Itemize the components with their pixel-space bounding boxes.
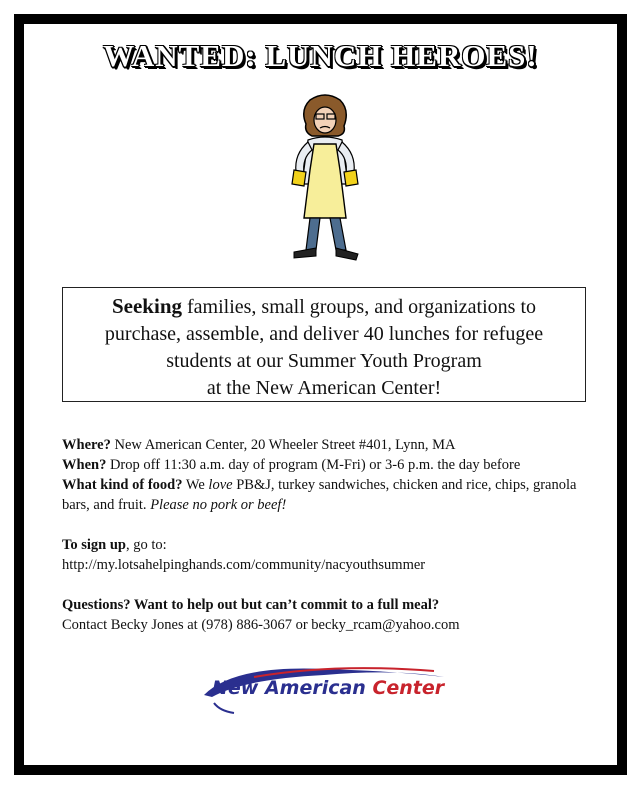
logo-text-blue: New American	[212, 677, 373, 699]
seeking-line-2: purchase, assemble, and deliver 40 lunches for refugee	[104, 323, 544, 345]
new-american-center-logo	[194, 657, 454, 717]
where-label: Where?	[62, 437, 111, 453]
seeking-bold-word: Seeking	[111, 294, 182, 318]
food-pre: We	[182, 477, 209, 493]
signup-text: , go to:	[125, 537, 167, 553]
flyer-frame	[14, 14, 627, 775]
questions-line	[62, 595, 602, 615]
when-text: Drop off 11:30 a.m. day of program (M-Fri) or 3-6 p.m. the day before	[106, 457, 521, 473]
signup-line	[62, 535, 602, 555]
where-line	[62, 435, 602, 455]
questions-label: Questions? Want to help out but can’t commit to a full meal?	[62, 597, 440, 613]
logo-text	[212, 677, 444, 699]
signup-url[interactable]: http://my.lotsahelpinghands.com/community/nacyouthsummer	[62, 557, 426, 573]
food-note: Please no pork or beef!	[150, 497, 287, 513]
when-label: When?	[62, 457, 107, 473]
food-text: PB&J, turkey sandwiches, chicken and rice, chips, granola bars, and fruit.	[62, 477, 577, 513]
seeking-line-1	[63, 293, 585, 321]
flyer-title: WANTED: LUNCH HEROES!	[103, 38, 538, 73]
contact-line: Contact Becky Jones at (978) 886-3067 or becky_rcam@yahoo.com	[62, 617, 460, 633]
signup-label: To sign up	[62, 537, 126, 553]
food-label: What kind of food?	[62, 477, 183, 493]
logo-text-red: Center	[372, 677, 445, 699]
where-text: New American Center, 20 Wheeler Street #401, Lynn, MA	[110, 437, 456, 453]
seeking-line-4: at the New American Center!	[206, 377, 442, 399]
seeking-line-1-text: families, small groups, and organizations to	[182, 296, 537, 318]
seeking-box	[62, 287, 586, 402]
when-line	[62, 455, 602, 475]
food-line	[62, 475, 602, 515]
food-love: love	[208, 477, 233, 493]
details-section	[62, 435, 602, 635]
lunch-hero-illustration	[270, 92, 380, 262]
seeking-line-3: students at our Summer Youth Program	[166, 350, 482, 372]
